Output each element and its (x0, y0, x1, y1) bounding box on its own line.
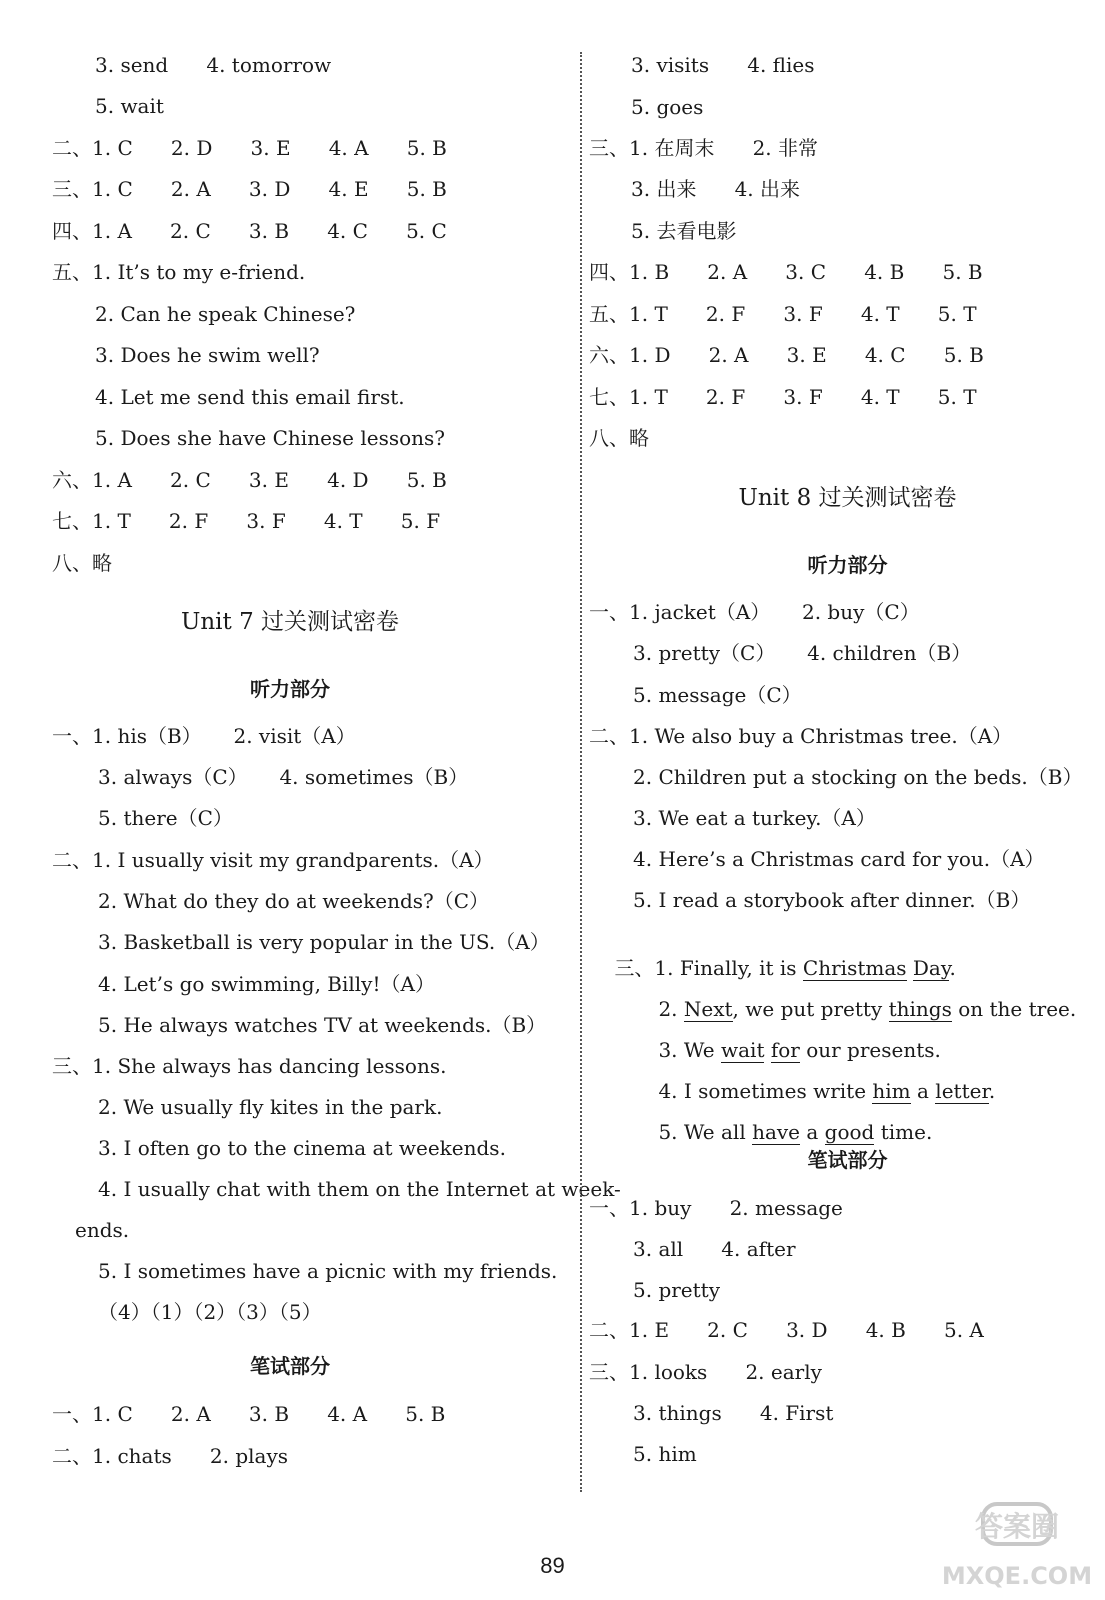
underlined-answer: letter (935, 1079, 989, 1103)
written-heading: 笔试部分 (807, 1148, 888, 1172)
answer-line: 五、1. T 2. F 3. F 4. T 5. T (589, 302, 977, 326)
answer-line: 3. things 4. First (633, 1401, 834, 1425)
answer-line: 五、1. It’s to my e-friend. (52, 260, 306, 284)
answer-line: 4. Let me send this email first. (95, 385, 405, 409)
answer-line: 5. pretty (633, 1278, 721, 1302)
answer-line: 5. I sometimes have a picnic with my friends. (98, 1259, 558, 1283)
answer-line: 一、1. buy 2. message (589, 1196, 843, 1220)
watermark-top-text: 答案圈 (974, 1510, 1060, 1543)
answer-line: 3. Basketball is very popular in the US.（A） (98, 930, 550, 954)
fill-line-5: 5. We all have a good time. (658, 1120, 933, 1144)
answer-line: 5. message（C） (633, 683, 802, 707)
answer-line: 3. pretty（C） 4. children（B） (633, 641, 972, 665)
answer-line: 四、1. A 2. C 3. B 4. C 5. C (52, 219, 447, 243)
answer-line: 七、1. T 2. F 3. F 4. T 5. F (52, 509, 441, 533)
underlined-answer: him (872, 1079, 911, 1103)
unit8-title: Unit 8 过关测试密卷 (738, 485, 957, 511)
underlined-answer: Next (683, 997, 733, 1021)
answer-line: 三、1. C 2. A 3. D 4. E 5. B (52, 177, 447, 201)
watermark-bottom-text: MXQE.COM (941, 1562, 1093, 1590)
answer-line: 六、1. A 2. C 3. E 4. D 5. B (52, 468, 447, 492)
underlined-answer: Christmas (802, 956, 907, 980)
answer-line: 一、1. C 2. A 3. B 4. A 5. B (52, 1402, 446, 1426)
answer-line: 一、1. his（B） 2. visit（A） (52, 724, 356, 748)
answer-line: 一、1. jacket（A） 2. buy（C） (589, 600, 920, 624)
right-column (580, 0, 1105, 1500)
answer-line: 四、1. B 2. A 3. C 4. B 5. B (589, 260, 983, 284)
answer-line: 2. Can he speak Chinese? (95, 302, 356, 326)
watermark-logo (935, 1500, 1100, 1596)
answer-line: 3. send 4. tomorrow (95, 53, 332, 77)
answer-line: 八、略 (589, 426, 649, 450)
answer-line: 二、1. E 2. C 3. D 4. B 5. A (589, 1318, 984, 1342)
answer-line: 5. Does she have Chinese lessons? (95, 426, 446, 450)
answer-line: 5. He always watches TV at weekends.（B） (98, 1013, 547, 1037)
answer-line: 3. Does he swim well? (95, 343, 320, 367)
answer-line: 3. We eat a turkey.（A） (633, 806, 876, 830)
listening-heading: 听力部分 (250, 677, 330, 701)
answer-line: 4. Here’s a Christmas card for you.（A） (633, 847, 1045, 871)
answer-line: 二、1. chats 2. plays (52, 1444, 289, 1468)
answer-line: 八、略 (52, 551, 112, 575)
answer-line: 3. visits 4. flies (631, 53, 815, 77)
listening-heading: 听力部分 (807, 553, 888, 577)
answer-line: 二、1. We also buy a Christmas tree.（A） (589, 724, 1013, 748)
answer-line: 3. all 4. after (633, 1237, 796, 1261)
underlined-answer: things (888, 997, 952, 1021)
answer-line: 5. goes (631, 95, 704, 119)
answer-line: 六、1. D 2. A 3. E 4. C 5. B (589, 343, 984, 367)
answer-line: 2. What do they do at weekends?（C） (98, 889, 490, 913)
answer-line: 七、1. T 2. F 3. F 4. T 5. T (589, 385, 977, 409)
fill-line-2: 2. Next, we put pretty things on the tree. (658, 997, 1077, 1021)
underlined-answer: Day (912, 956, 950, 980)
underlined-answer: good (824, 1120, 875, 1144)
answer-line: 5. I read a storybook after dinner.（B） (633, 888, 1031, 912)
answer-line: 4. Let’s go swimming, Billy!（A） (98, 972, 435, 996)
answer-line: 二、1. C 2. D 3. E 4. A 5. B (52, 136, 447, 160)
answer-line: 三、1. 在周末 2. 非常 (589, 136, 819, 160)
underlined-answer: for (770, 1038, 800, 1062)
answer-line: 5. wait (95, 94, 164, 118)
answer-line: 5. him (633, 1442, 697, 1466)
answer-line: ends. (75, 1218, 130, 1242)
answer-line: 二、1. I usually visit my grandparents.（A） (52, 848, 494, 872)
answer-line: （4）（1）（2）（3）（5） (98, 1300, 322, 1324)
fill-line-4: 4. I sometimes write him a letter. (658, 1079, 996, 1103)
underlined-answer: wait (721, 1038, 765, 1062)
fill-line-1: 三、1. Finally, it is Christmas Day. (614, 956, 956, 980)
answer-line: 3. I often go to the cinema at weekends. (98, 1136, 506, 1160)
fill-line-3: 3. We wait for our presents. (658, 1038, 941, 1062)
answer-line: 5. 去看电影 (631, 219, 737, 243)
answer-line: 2. We usually fly kites in the park. (98, 1095, 443, 1119)
page-number: 89 (540, 1553, 565, 1578)
underlined-answer: have (752, 1120, 801, 1144)
unit7-title: Unit 7 过关测试密卷 (180, 609, 400, 635)
written-heading: 笔试部分 (250, 1354, 330, 1378)
answer-line: 三、1. She always has dancing lessons. (52, 1054, 447, 1078)
answer-line: 4. I usually chat with them on the Internet at week- (98, 1177, 621, 1201)
answer-line: 3. 出来 4. 出来 (631, 177, 801, 201)
answer-line: 2. Children put a stocking on the beds.（B） (633, 765, 1083, 789)
answer-line: 3. always（C） 4. sometimes（B） (98, 765, 469, 789)
answer-line: 5. there（C） (98, 806, 233, 830)
answer-line: 三、1. looks 2. early (589, 1360, 822, 1384)
